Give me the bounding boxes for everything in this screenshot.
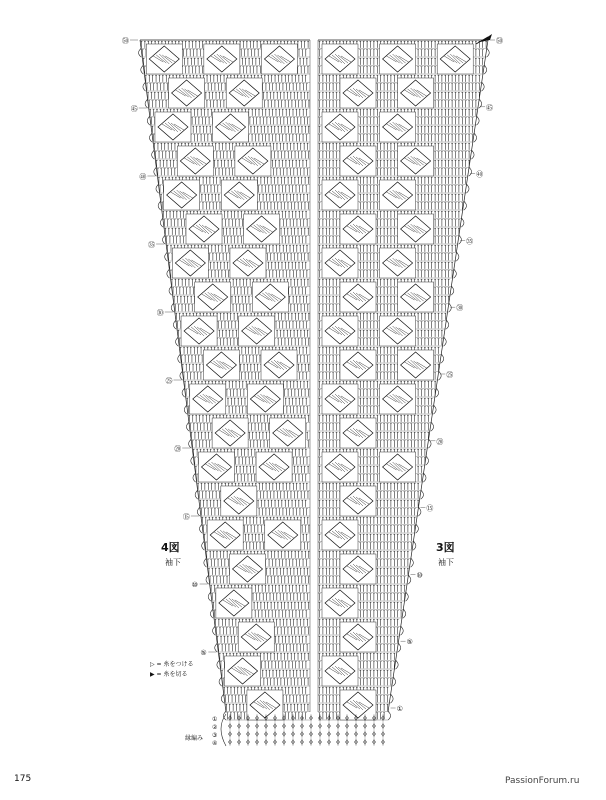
row-marker-right: ㊺ xyxy=(486,103,494,112)
open-triangle-icon: ▷ xyxy=(150,661,155,668)
sleeve-chart-left xyxy=(139,40,310,720)
row-marker-right: ⑳ xyxy=(436,437,444,446)
figure-3-subtitle: 袖下 xyxy=(438,558,454,567)
watermark: PassionForum.ru xyxy=(505,776,580,786)
center-divider xyxy=(310,40,318,712)
row-marker-left: ㉚ xyxy=(156,309,164,317)
legend-attach-text: = 糸をつける xyxy=(156,661,194,668)
row-marker-right: ㉟ xyxy=(466,237,474,246)
row-marker-left: ㊿ xyxy=(122,37,129,45)
sleeve-chart-right xyxy=(318,40,489,720)
row-marker-right: ㊵ xyxy=(476,170,484,179)
edging-row-number: ③ xyxy=(212,732,218,739)
figure-4-subtitle: 袖下 xyxy=(165,558,181,567)
row-marker-left: ⑤ xyxy=(200,649,207,657)
row-marker-right: ㊿ xyxy=(496,37,503,45)
legend-attach-yarn xyxy=(150,662,193,668)
legend xyxy=(150,661,194,678)
row-marker-left: ⑮ xyxy=(182,513,190,521)
row-marker-left: ⑩ xyxy=(191,581,198,589)
filled-triangle-icon: ▶ xyxy=(150,671,155,678)
row-marker-right: ㉕ xyxy=(446,371,454,379)
edging-row-number: ② xyxy=(212,724,218,731)
row-marker-right: ① xyxy=(396,705,403,713)
legend-cut-yarn xyxy=(150,672,193,678)
row-marker-left: ㉕ xyxy=(165,377,173,385)
legend-cut-text: = 糸を切る xyxy=(156,671,188,678)
row-marker-right: ㉚ xyxy=(456,304,464,313)
figure-4-title: 4図 xyxy=(161,541,180,554)
edging-row-number: ④ xyxy=(212,740,218,747)
start-arrow xyxy=(476,34,492,44)
row-marker-right: ⑩ xyxy=(416,571,423,580)
row-marker-right: ⑤ xyxy=(406,638,413,647)
row-marker-left: ㊵ xyxy=(139,173,147,181)
edging-label: 縁編み xyxy=(185,735,204,742)
row-marker-left: ㉟ xyxy=(148,241,156,249)
page-number: 175 xyxy=(14,774,32,784)
row-marker-right: ⑮ xyxy=(426,504,434,513)
row-marker-left: ⑳ xyxy=(174,445,182,453)
figure-3-title: 3図 xyxy=(436,541,455,554)
edging-row-number: ① xyxy=(212,716,218,723)
row-marker-left: ㊺ xyxy=(130,105,138,113)
